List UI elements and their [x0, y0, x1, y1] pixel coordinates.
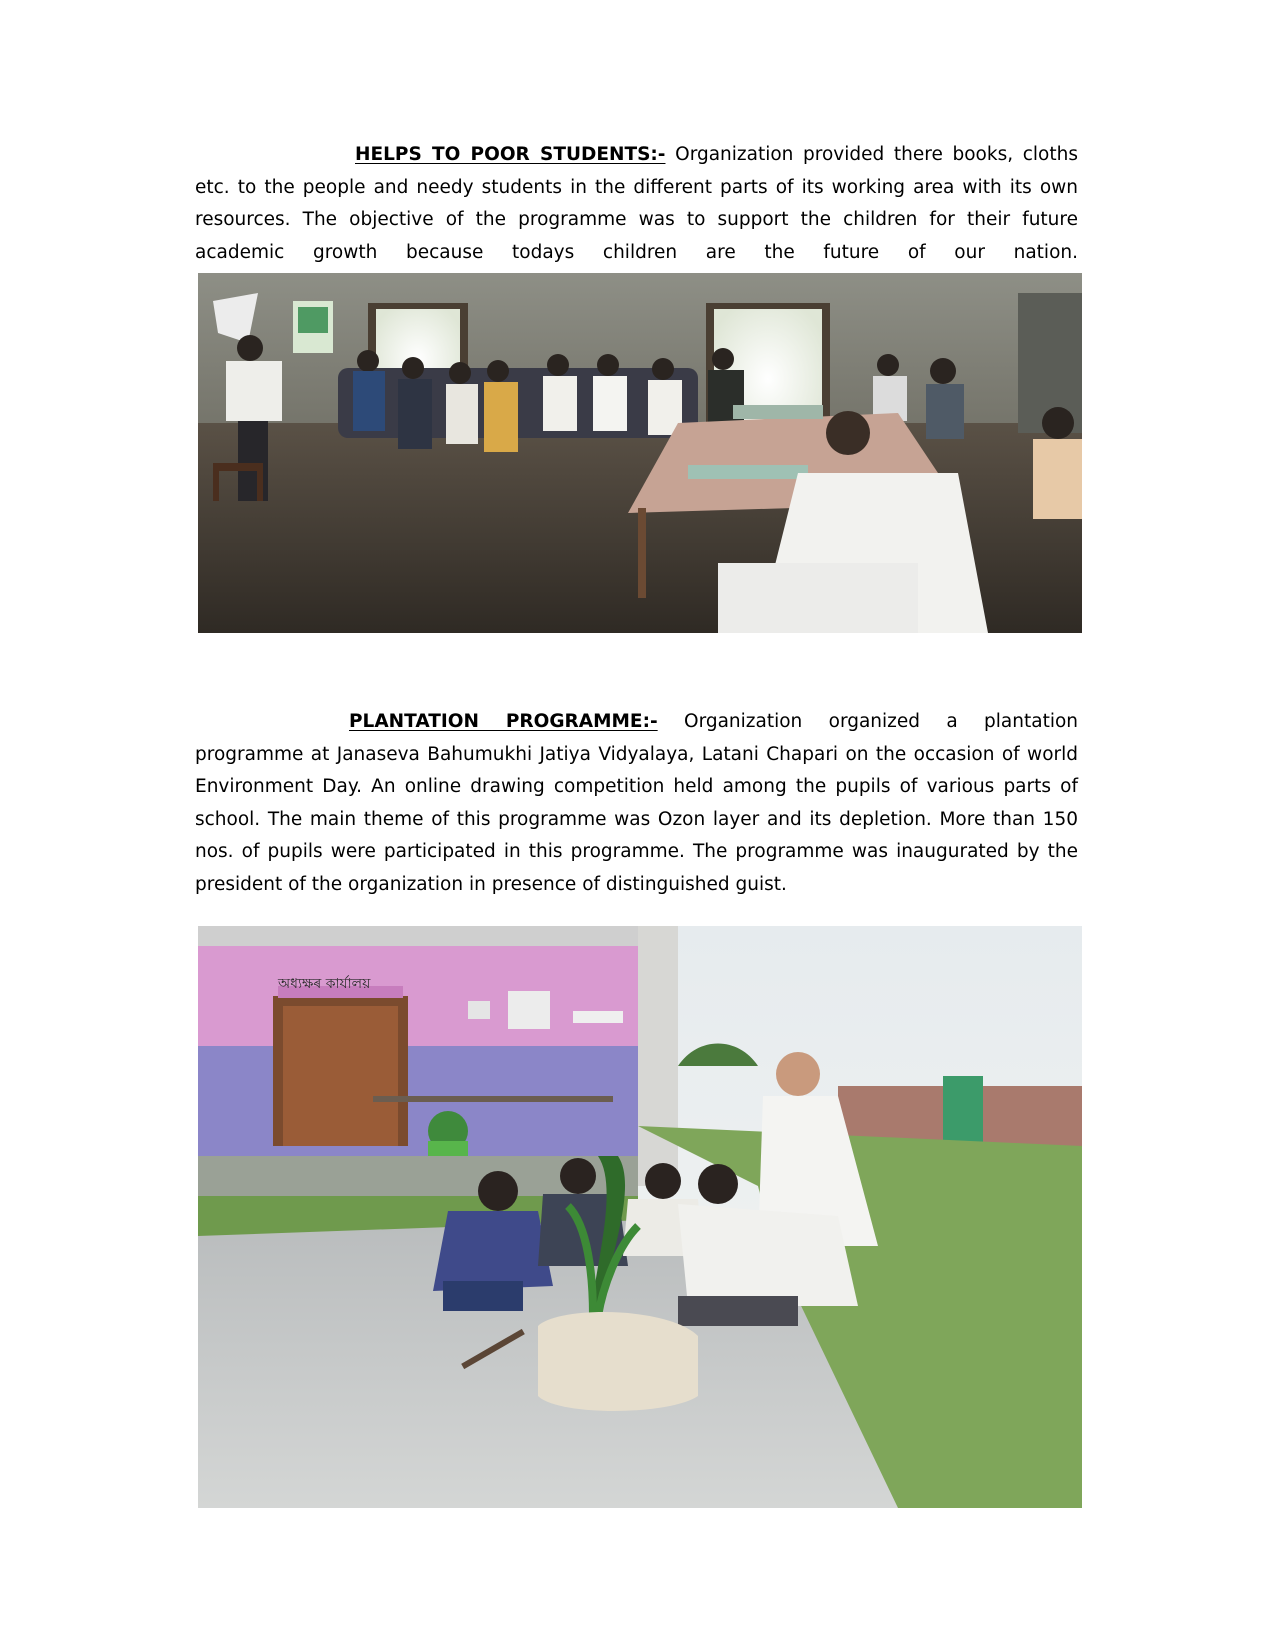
section-heading: PLANTATION PROGRAMME:- [349, 711, 658, 732]
meeting-photo-illustration [198, 273, 1082, 633]
meeting-photo [198, 273, 1082, 633]
plantation-photo [198, 926, 1082, 1508]
section-heading: HELPS TO POOR STUDENTS:- [355, 144, 666, 165]
section-body: Organization organized a plantation programme at Janaseva Bahumukhi Jatiya Vidyalaya, Latani Chapari on the occasion of world Environment Day. An online drawing competition held among the pupils of various parts of school. The main theme of this programme was Ozon layer and its depletion. More than 150 nos. of pupils were participated in this programme. The programme was inaugurated by the president of the organization in presence of distinguished guist. [195, 711, 1079, 895]
section-body: Organization provided there books, cloths etc. to the people and needy students in the different parts of its working area with its own resources. The objective of the programme was to support the children for their future academic growth because todays children are the future of our nation. [195, 144, 1078, 263]
plantation-photo-illustration [198, 926, 1082, 1508]
office-sign: অধ্যক্ষৰ কাৰ্যালয় [278, 976, 371, 992]
section-plantation-programme [195, 706, 1078, 902]
section-helps-poor-students [195, 139, 1078, 269]
